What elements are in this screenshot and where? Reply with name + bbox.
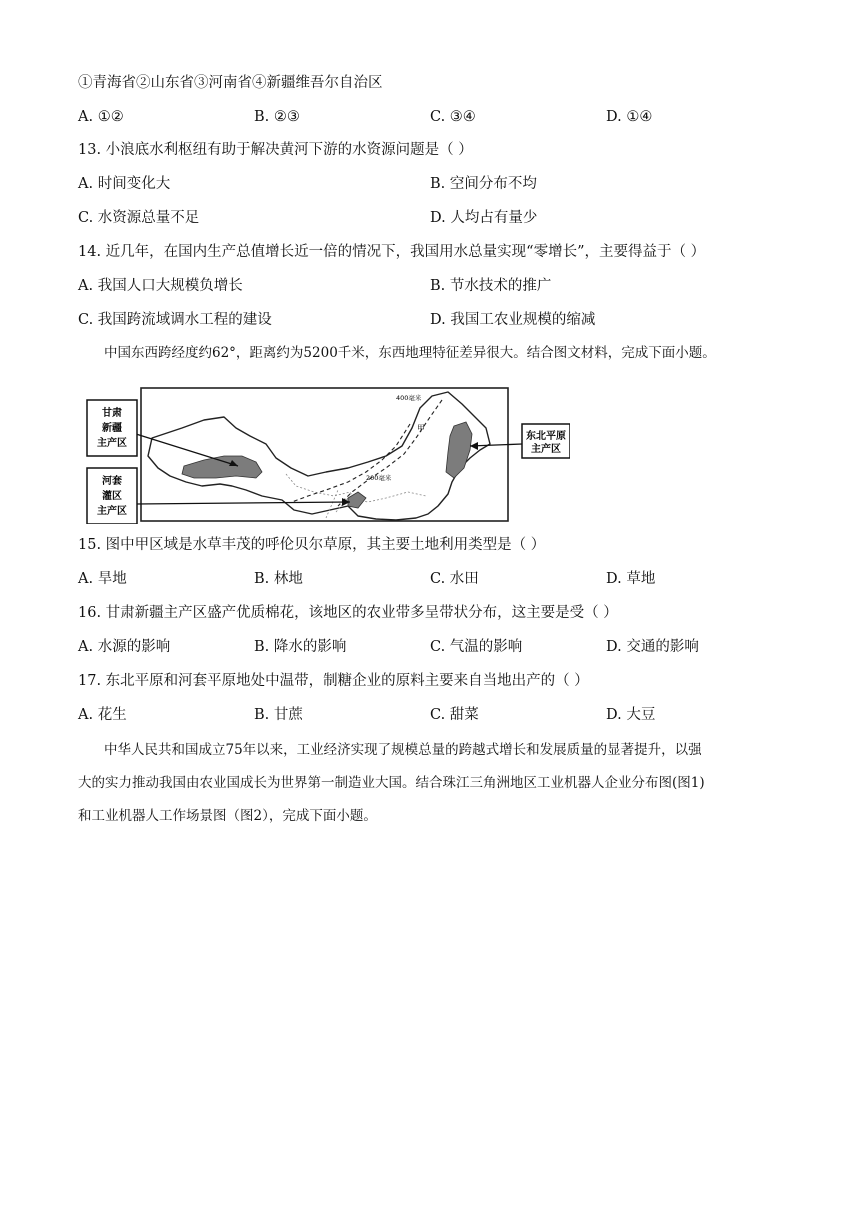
- q17-option-d: D. 大豆: [606, 707, 656, 723]
- q13-stem: 13. 小浪底水利枢纽有助于解决黄河下游的水资源问题是（ ）: [78, 142, 473, 158]
- label-hetao-line2: 灌区: [102, 491, 122, 502]
- label-dongbei-line1: 东北平原: [526, 431, 566, 442]
- label-gansu-line2: 新疆: [102, 423, 122, 434]
- isohyet-400-label: 400毫米: [396, 394, 422, 402]
- q12-items: ①青海省②山东省③河南省④新疆维吾尔自治区: [78, 75, 383, 91]
- q16-option-b: B. 降水的影响: [254, 639, 347, 655]
- q17-option-a: A. 花生: [78, 707, 127, 723]
- china-agriculture-map: [86, 386, 570, 524]
- region-jia-label: 甲: [417, 424, 425, 433]
- q12-option-d: D. ①④: [606, 109, 653, 125]
- q15-option-b: B. 林地: [254, 571, 303, 587]
- label-hetao-line3: 主产区: [97, 506, 127, 517]
- q14-option-c: C. 我国跨流域调水工程的建设: [78, 312, 272, 328]
- q17-option-c: C. 甜菜: [430, 707, 479, 723]
- q16-option-a: A. 水源的影响: [78, 639, 171, 655]
- q12-option-a: A. ①②: [78, 109, 124, 125]
- passage-2-line-1: 中华人民共和国成立75年以来，工业经济实现了规模总量的跨越式增长和发展质量的显著提升，以强: [104, 742, 702, 758]
- q15-option-d: D. 草地: [606, 571, 656, 587]
- q15-option-c: C. 水田: [430, 571, 479, 587]
- q13-option-d: D. 人均占有量少: [430, 210, 538, 226]
- q16-option-d: D. 交通的影响: [606, 639, 699, 655]
- q15-stem: 15. 图中甲区域是水草丰茂的呼伦贝尔草原，其主要土地利用类型是（ ）: [78, 537, 546, 553]
- q13-option-b: B. 空间分布不均: [430, 176, 537, 192]
- q14-option-a: A. 我国人口大规模负增长: [78, 278, 243, 294]
- q12-option-b: B. ②③: [254, 109, 300, 125]
- q17-option-b: B. 甘蔗: [254, 707, 303, 723]
- q14-option-d: D. 我国工农业规模的缩减: [430, 312, 596, 328]
- q17-stem: 17. 东北平原和河套平原地处中温带，制糖企业的原料主要来自当地出产的（ ）: [78, 673, 589, 689]
- q15-option-a: A. 旱地: [78, 571, 127, 587]
- q14-option-b: B. 节水技术的推广: [430, 278, 552, 294]
- passage-1: 中国东西跨经度约62°，距离约为5200千米，东西地理特征差异很大。结合图文材料，完成下面小题。: [104, 345, 716, 361]
- q14-stem: 14. 近几年，在国内生产总值增长近一倍的情况下，我国用水总量实现“零增长”，主要得益于（ ）: [78, 244, 706, 260]
- q16-stem: 16. 甘肃新疆主产区盛产优质棉花，该地区的农业带多呈带状分布，这主要是受（ ）: [78, 605, 618, 621]
- passage-2-line-3: 和工业机器人工作场景图（图2），完成下面小题。: [78, 808, 377, 824]
- q16-option-c: C. 气温的影响: [430, 639, 523, 655]
- label-hetao-line1: 河套: [102, 476, 122, 487]
- label-dongbei-line2: 主产区: [531, 444, 561, 455]
- isohyet-200-label: 200毫米: [366, 474, 392, 482]
- label-gansu-line1: 甘肃: [102, 408, 122, 419]
- q12-option-c: C. ③④: [430, 109, 476, 125]
- passage-2-line-2: 大的实力推动我国由农业国成长为世界第一制造业大国。结合珠江三角洲地区工业机器人企业分布图(图1): [78, 775, 705, 791]
- q13-option-a: A. 时间变化大: [78, 176, 171, 192]
- q13-option-c: C. 水资源总量不足: [78, 210, 200, 226]
- label-gansu-line3: 主产区: [97, 438, 127, 449]
